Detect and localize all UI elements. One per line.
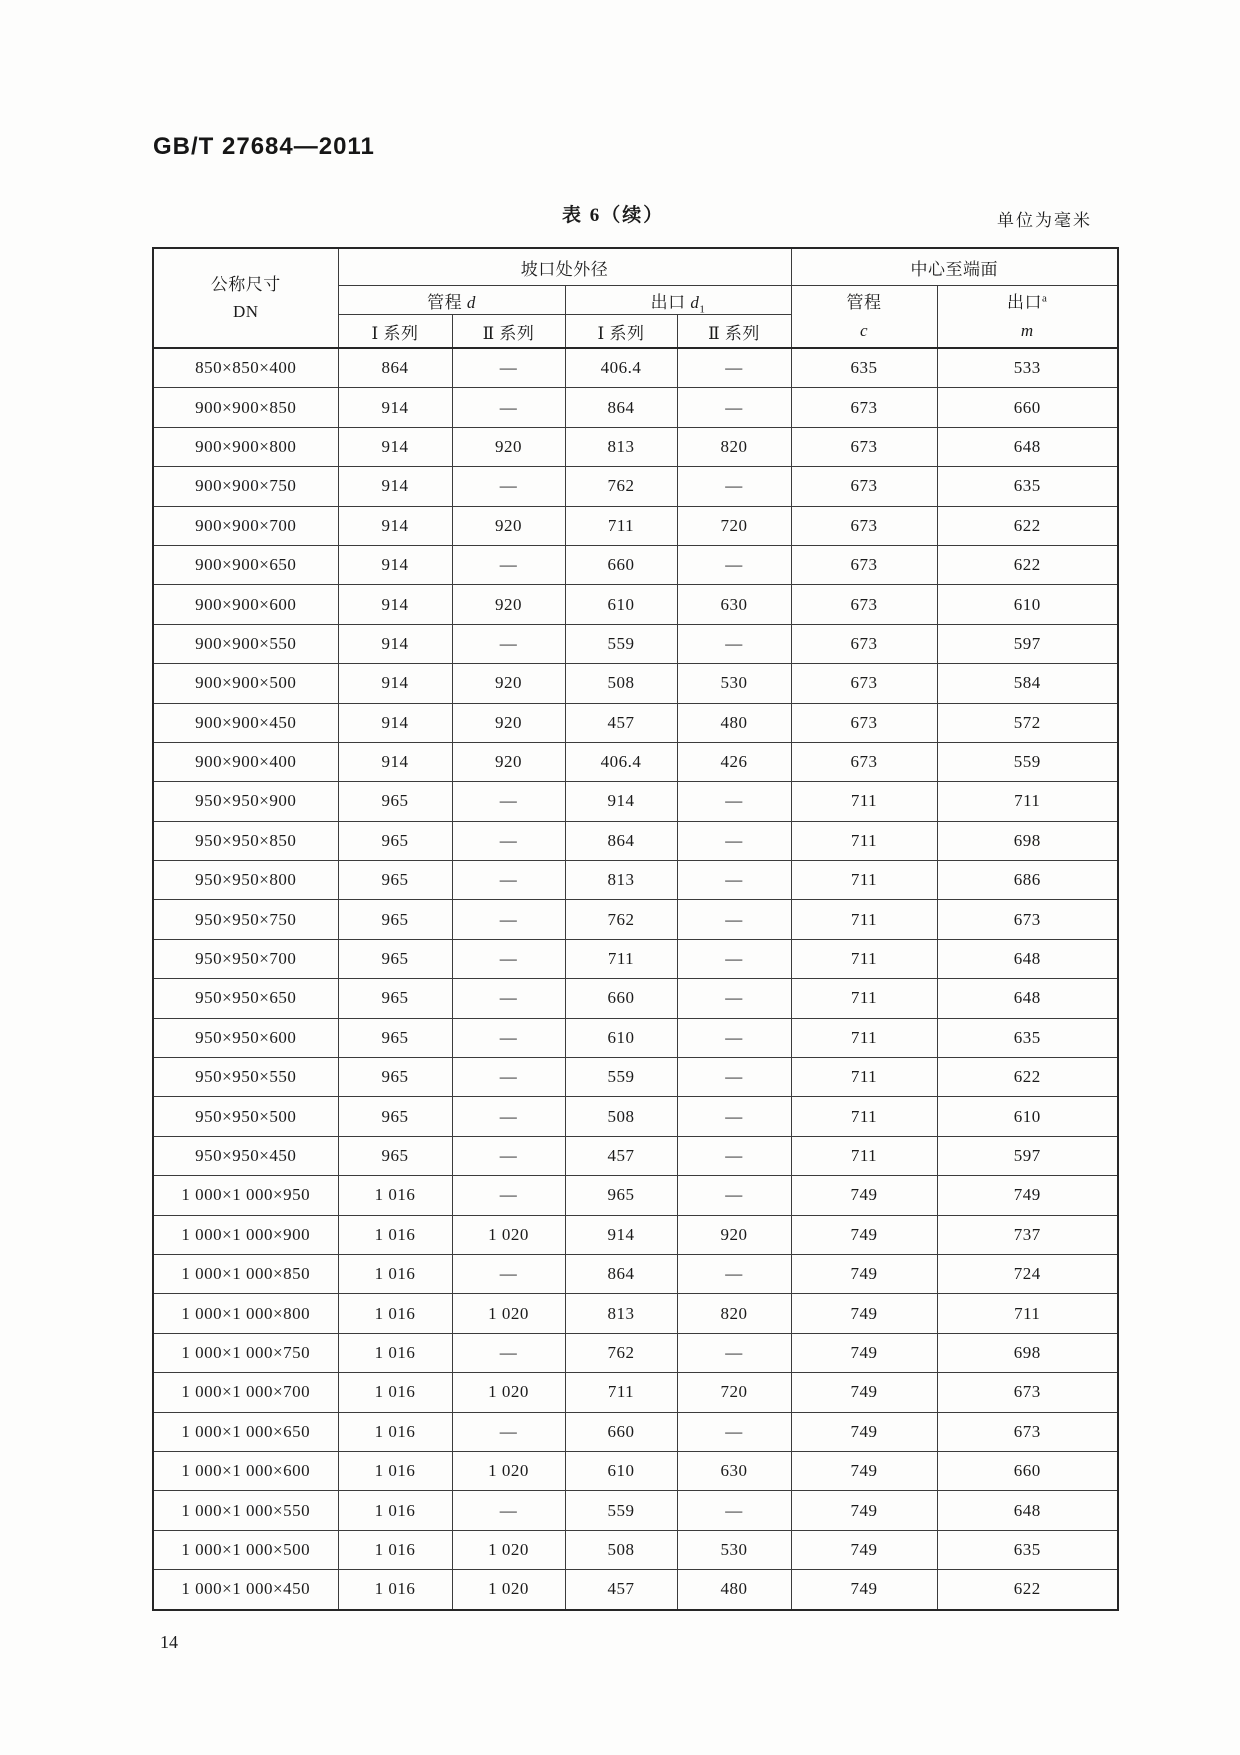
table-row: [153, 742, 1118, 781]
value-cell: 820: [677, 1294, 791, 1333]
table-row: [153, 861, 1118, 900]
value-cell: 711: [937, 1294, 1118, 1333]
value-cell: 914: [338, 467, 452, 506]
dn-cell: 950×950×800: [153, 861, 338, 900]
table-row: [153, 1412, 1118, 1451]
value-cell: —: [677, 900, 791, 939]
value-cell: 1 016: [338, 1491, 452, 1530]
value-cell: 584: [937, 664, 1118, 703]
header-outlet-symbol: d: [690, 292, 700, 312]
value-cell: 724: [937, 1254, 1118, 1293]
dn-cell: 900×900×400: [153, 742, 338, 781]
header-dn-line1: 公称尺寸: [210, 274, 281, 294]
dn-cell: 950×950×700: [153, 939, 338, 978]
value-cell: 820: [677, 427, 791, 466]
value-cell: 698: [937, 821, 1118, 860]
value-cell: 914: [338, 506, 452, 545]
value-cell: —: [677, 624, 791, 663]
value-cell: —: [452, 1018, 565, 1057]
value-cell: 711: [791, 900, 937, 939]
dn-cell: 950×950×600: [153, 1018, 338, 1057]
value-cell: 508: [565, 1097, 677, 1136]
value-cell: 630: [677, 585, 791, 624]
page-number: 14: [160, 1632, 178, 1652]
table-row: [153, 427, 1118, 466]
value-cell: —: [677, 1136, 791, 1175]
value-cell: 749: [791, 1294, 937, 1333]
value-cell: 749: [791, 1451, 937, 1490]
table-row: [153, 348, 1118, 388]
table-row: [153, 1018, 1118, 1057]
value-cell: —: [677, 348, 791, 388]
value-cell: 630: [677, 1451, 791, 1490]
value-cell: 610: [937, 1097, 1118, 1136]
table-header: [153, 248, 1118, 348]
value-cell: 711: [791, 821, 937, 860]
value-cell: 711: [791, 1018, 937, 1057]
value-cell: 711: [565, 506, 677, 545]
value-cell: 426: [677, 742, 791, 781]
value-cell: 965: [338, 1058, 452, 1097]
table-row: [153, 939, 1118, 978]
value-cell: 813: [565, 427, 677, 466]
value-cell: 673: [791, 427, 937, 466]
value-cell: 673: [791, 545, 937, 584]
value-cell: 559: [565, 1491, 677, 1530]
value-cell: 1 016: [338, 1412, 452, 1451]
value-cell: 965: [338, 821, 452, 860]
value-cell: 749: [791, 1215, 937, 1254]
value-cell: —: [452, 1136, 565, 1175]
value-cell: 914: [338, 703, 452, 742]
value-cell: 749: [791, 1412, 937, 1451]
table-row: [153, 467, 1118, 506]
header-tube-series1: Ⅰ 系列: [338, 315, 452, 349]
value-cell: 660: [565, 1412, 677, 1451]
value-cell: 965: [338, 861, 452, 900]
dn-cell: 1 000×1 000×750: [153, 1333, 338, 1372]
header-row-groups: [153, 248, 1118, 286]
value-cell: 622: [937, 1058, 1118, 1097]
value-cell: 711: [791, 1097, 937, 1136]
dn-cell: 950×950×750: [153, 900, 338, 939]
value-cell: —: [677, 467, 791, 506]
table-row: [153, 1491, 1118, 1530]
value-cell: 920: [452, 703, 565, 742]
value-cell: 635: [937, 1530, 1118, 1569]
dn-cell: 850×850×400: [153, 348, 338, 388]
value-cell: —: [452, 1333, 565, 1372]
value-cell: 1 016: [338, 1215, 452, 1254]
value-cell: —: [452, 624, 565, 663]
value-cell: 648: [937, 1491, 1118, 1530]
value-cell: 914: [338, 664, 452, 703]
value-cell: 711: [791, 939, 937, 978]
table-row: [153, 506, 1118, 545]
value-cell: 711: [791, 1058, 937, 1097]
dn-cell: 950×950×450: [153, 1136, 338, 1175]
value-cell: 965: [565, 1176, 677, 1215]
value-cell: —: [677, 1018, 791, 1057]
table-row: [153, 1294, 1118, 1333]
table-row: [153, 1136, 1118, 1175]
value-cell: 622: [937, 506, 1118, 545]
value-cell: 530: [677, 1530, 791, 1569]
dn-cell: 950×950×550: [153, 1058, 338, 1097]
value-cell: 914: [338, 427, 452, 466]
value-cell: 559: [565, 1058, 677, 1097]
table-row: [153, 1530, 1118, 1569]
value-cell: —: [452, 1058, 565, 1097]
value-cell: 673: [791, 624, 937, 663]
value-cell: 920: [452, 664, 565, 703]
value-cell: 660: [565, 545, 677, 584]
value-cell: 673: [791, 703, 937, 742]
value-cell: 673: [791, 664, 937, 703]
table-row: [153, 821, 1118, 860]
header-tube-label: 管程: [427, 292, 467, 312]
table-row: [153, 388, 1118, 427]
dn-cell: 900×900×650: [153, 545, 338, 584]
value-cell: 749: [937, 1176, 1118, 1215]
dn-cell: 900×900×550: [153, 624, 338, 663]
value-cell: 965: [338, 939, 452, 978]
dn-cell: 900×900×800: [153, 427, 338, 466]
header-outlet-label: 出口: [650, 292, 691, 312]
dn-cell: 950×950×900: [153, 782, 338, 821]
header-center-outlet-symbol: m: [1020, 320, 1034, 340]
value-cell: 635: [937, 467, 1118, 506]
value-cell: —: [677, 939, 791, 978]
table-row: [153, 585, 1118, 624]
value-cell: 914: [338, 545, 452, 584]
table-row: [153, 1176, 1118, 1215]
header-outlet-subscript: 1: [699, 302, 706, 315]
value-cell: 737: [937, 1215, 1118, 1254]
value-cell: 920: [452, 427, 565, 466]
header-tube-series2: Ⅱ 系列: [452, 315, 565, 349]
header-center-tube-label: 管程: [846, 293, 882, 313]
dn-cell: 1 000×1 000×800: [153, 1294, 338, 1333]
value-cell: 965: [338, 900, 452, 939]
value-cell: —: [452, 821, 565, 860]
value-cell: 1 020: [452, 1215, 565, 1254]
value-cell: 762: [565, 467, 677, 506]
header-center-tube: [791, 286, 937, 349]
value-cell: 813: [565, 1294, 677, 1333]
dn-cell: 900×900×500: [153, 664, 338, 703]
value-cell: 914: [565, 782, 677, 821]
value-cell: 965: [338, 979, 452, 1018]
value-cell: —: [452, 348, 565, 388]
value-cell: 711: [791, 782, 937, 821]
value-cell: —: [677, 861, 791, 900]
dn-cell: 1 000×1 000×550: [153, 1491, 338, 1530]
value-cell: 749: [791, 1570, 937, 1610]
header-dn-line2: DN: [232, 302, 259, 321]
table-row: [153, 1058, 1118, 1097]
value-cell: 1 016: [338, 1254, 452, 1293]
value-cell: 914: [565, 1215, 677, 1254]
table-row: [153, 703, 1118, 742]
value-cell: 711: [937, 782, 1118, 821]
value-cell: 610: [565, 1451, 677, 1490]
value-cell: 648: [937, 939, 1118, 978]
value-cell: 597: [937, 624, 1118, 663]
value-cell: 673: [791, 742, 937, 781]
value-cell: 914: [338, 742, 452, 781]
value-cell: 622: [937, 1570, 1118, 1610]
dn-cell: 900×900×600: [153, 585, 338, 624]
spec-table: [152, 247, 1119, 1611]
dn-cell: 1 000×1 000×850: [153, 1254, 338, 1293]
table-caption: 表 6（续）: [562, 205, 665, 226]
header-tube-symbol: d: [466, 292, 476, 312]
value-cell: 711: [565, 1373, 677, 1412]
value-cell: 920: [452, 506, 565, 545]
table-row: [153, 1215, 1118, 1254]
table-row: [153, 624, 1118, 663]
value-cell: —: [452, 1254, 565, 1293]
value-cell: 864: [565, 821, 677, 860]
dn-cell: 900×900×850: [153, 388, 338, 427]
value-cell: 660: [937, 388, 1118, 427]
value-cell: 864: [565, 1254, 677, 1293]
table-row: [153, 1570, 1118, 1610]
value-cell: 1 016: [338, 1294, 452, 1333]
value-cell: —: [677, 1058, 791, 1097]
value-cell: 406.4: [565, 348, 677, 388]
value-cell: 920: [677, 1215, 791, 1254]
value-cell: —: [452, 861, 565, 900]
dn-cell: 900×900×700: [153, 506, 338, 545]
value-cell: —: [452, 900, 565, 939]
value-cell: 635: [791, 348, 937, 388]
value-cell: —: [452, 388, 565, 427]
dn-cell: 1 000×1 000×500: [153, 1530, 338, 1569]
value-cell: 533: [937, 348, 1118, 388]
header-outlet-series2: Ⅱ 系列: [677, 315, 791, 349]
value-cell: 920: [452, 585, 565, 624]
header-center-outlet: [937, 286, 1118, 349]
table-row: [153, 545, 1118, 584]
value-cell: 914: [338, 388, 452, 427]
value-cell: —: [452, 545, 565, 584]
value-cell: 457: [565, 1136, 677, 1175]
doc-number: GB/T 27684—2011: [153, 133, 375, 160]
value-cell: —: [677, 388, 791, 427]
value-cell: 508: [565, 1530, 677, 1569]
value-cell: 1 016: [338, 1333, 452, 1372]
dn-cell: 1 000×1 000×900: [153, 1215, 338, 1254]
value-cell: 673: [791, 506, 937, 545]
value-cell: 914: [338, 585, 452, 624]
value-cell: 711: [565, 939, 677, 978]
value-cell: 559: [937, 742, 1118, 781]
value-cell: 1 016: [338, 1530, 452, 1569]
value-cell: —: [677, 1333, 791, 1372]
header-outlet-d1: [565, 286, 791, 315]
value-cell: 1 020: [452, 1570, 565, 1610]
value-cell: —: [452, 1412, 565, 1451]
table-row: [153, 1254, 1118, 1293]
value-cell: 673: [791, 467, 937, 506]
value-cell: —: [452, 1097, 565, 1136]
value-cell: 508: [565, 664, 677, 703]
value-cell: 749: [791, 1176, 937, 1215]
value-cell: 711: [791, 1136, 937, 1175]
value-cell: 648: [937, 427, 1118, 466]
dn-cell: 950×950×500: [153, 1097, 338, 1136]
value-cell: 1 020: [452, 1451, 565, 1490]
dn-cell: 1 000×1 000×600: [153, 1451, 338, 1490]
value-cell: 673: [937, 1373, 1118, 1412]
table-row: [153, 664, 1118, 703]
value-cell: 406.4: [565, 742, 677, 781]
value-cell: 610: [937, 585, 1118, 624]
value-cell: 864: [338, 348, 452, 388]
value-cell: 965: [338, 1136, 452, 1175]
value-cell: 1 016: [338, 1176, 452, 1215]
value-cell: —: [677, 1412, 791, 1451]
value-cell: 610: [565, 1018, 677, 1057]
unit-note: 单位为毫米: [997, 211, 1092, 230]
value-cell: 457: [565, 1570, 677, 1610]
table-body: [153, 348, 1118, 1610]
dn-cell: 900×900×450: [153, 703, 338, 742]
value-cell: 762: [565, 900, 677, 939]
value-cell: 749: [791, 1491, 937, 1530]
value-cell: 622: [937, 545, 1118, 584]
value-cell: 610: [565, 585, 677, 624]
dn-cell: 950×950×850: [153, 821, 338, 860]
table-row: [153, 900, 1118, 939]
value-cell: 920: [452, 742, 565, 781]
value-cell: —: [677, 1097, 791, 1136]
value-cell: —: [677, 782, 791, 821]
value-cell: 720: [677, 1373, 791, 1412]
value-cell: 711: [791, 861, 937, 900]
table-row: [153, 979, 1118, 1018]
value-cell: 673: [791, 388, 937, 427]
header-center-tube-symbol: c: [859, 320, 869, 340]
value-cell: 673: [937, 1412, 1118, 1451]
value-cell: —: [452, 1176, 565, 1215]
value-cell: 1 020: [452, 1373, 565, 1412]
value-cell: 914: [338, 624, 452, 663]
value-cell: 660: [937, 1451, 1118, 1490]
table-row: [153, 1097, 1118, 1136]
header-center-to-end-group: 中心至端面: [791, 248, 1118, 286]
value-cell: 749: [791, 1373, 937, 1412]
header-center-outlet-superscript: a: [1042, 292, 1048, 305]
value-cell: 572: [937, 703, 1118, 742]
value-cell: —: [677, 1176, 791, 1215]
dn-cell: 900×900×750: [153, 467, 338, 506]
value-cell: 749: [791, 1333, 937, 1372]
value-cell: —: [452, 939, 565, 978]
value-cell: —: [677, 821, 791, 860]
value-cell: —: [452, 1491, 565, 1530]
value-cell: 1 016: [338, 1451, 452, 1490]
value-cell: 762: [565, 1333, 677, 1372]
value-cell: 1 016: [338, 1570, 452, 1610]
value-cell: 660: [565, 979, 677, 1018]
value-cell: 1 016: [338, 1373, 452, 1412]
table-row: [153, 782, 1118, 821]
value-cell: —: [452, 782, 565, 821]
value-cell: 749: [791, 1530, 937, 1569]
value-cell: 686: [937, 861, 1118, 900]
value-cell: —: [677, 979, 791, 1018]
header-tube-d: [338, 286, 565, 315]
value-cell: 711: [791, 979, 937, 1018]
dn-cell: 1 000×1 000×950: [153, 1176, 338, 1215]
value-cell: 1 020: [452, 1294, 565, 1333]
table-row: [153, 1333, 1118, 1372]
value-cell: —: [452, 467, 565, 506]
dn-cell: 1 000×1 000×650: [153, 1412, 338, 1451]
value-cell: 965: [338, 1018, 452, 1057]
header-outlet-series1: Ⅰ 系列: [565, 315, 677, 349]
value-cell: —: [452, 979, 565, 1018]
value-cell: 457: [565, 703, 677, 742]
value-cell: 480: [677, 703, 791, 742]
value-cell: 597: [937, 1136, 1118, 1175]
value-cell: 1 020: [452, 1530, 565, 1569]
value-cell: 965: [338, 782, 452, 821]
value-cell: —: [677, 545, 791, 584]
value-cell: 648: [937, 979, 1118, 1018]
value-cell: 530: [677, 664, 791, 703]
header-dn: [153, 248, 338, 348]
value-cell: 635: [937, 1018, 1118, 1057]
value-cell: 813: [565, 861, 677, 900]
value-cell: 720: [677, 506, 791, 545]
header-bevel-od-group: 坡口处外径: [338, 248, 791, 286]
value-cell: 864: [565, 388, 677, 427]
header-center-outlet-label: 出口: [1007, 293, 1043, 313]
table-row: [153, 1451, 1118, 1490]
table-row: [153, 1373, 1118, 1412]
value-cell: 673: [791, 585, 937, 624]
value-cell: 698: [937, 1333, 1118, 1372]
value-cell: 480: [677, 1570, 791, 1610]
dn-cell: 950×950×650: [153, 979, 338, 1018]
value-cell: 559: [565, 624, 677, 663]
value-cell: —: [677, 1254, 791, 1293]
value-cell: 673: [937, 900, 1118, 939]
dn-cell: 1 000×1 000×450: [153, 1570, 338, 1610]
value-cell: 749: [791, 1254, 937, 1293]
value-cell: 965: [338, 1097, 452, 1136]
dn-cell: 1 000×1 000×700: [153, 1373, 338, 1412]
value-cell: —: [677, 1491, 791, 1530]
